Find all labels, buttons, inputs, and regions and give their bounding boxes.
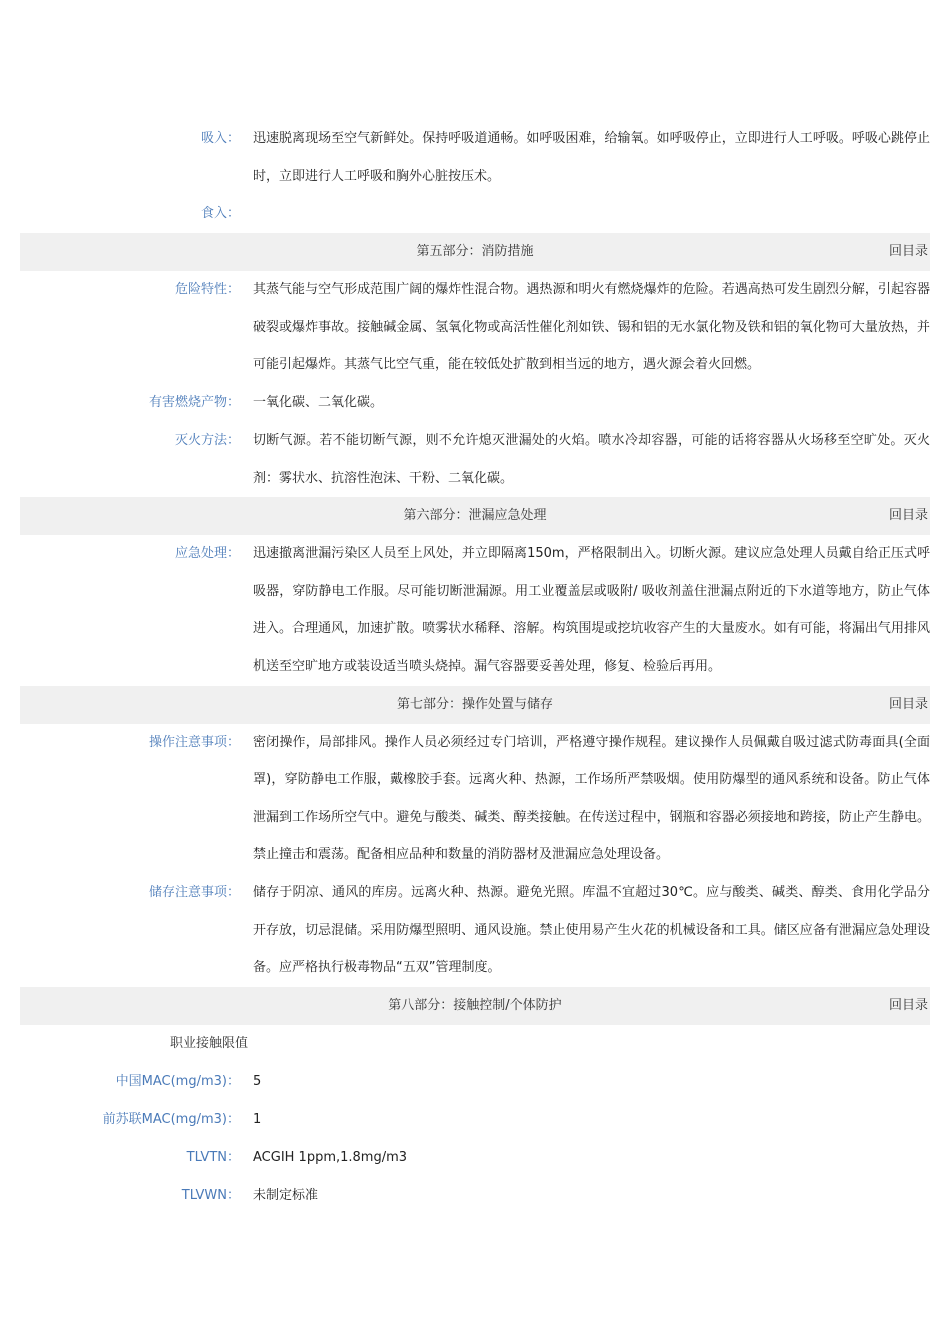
ingestion-label: 食入：: [200, 206, 240, 222]
hazard-characteristics-row: [20, 271, 930, 384]
section-6-back-to-toc-link[interactable]: 回目录: [888, 508, 928, 524]
section-5-header: [20, 233, 930, 271]
tlvtn-row: [20, 1139, 930, 1177]
ussr-mac-label: 前苏联MAC(mg/m3)：: [102, 1111, 240, 1127]
extinguish-label: 灭火方法：: [174, 432, 240, 448]
ussr-mac-value: 1: [253, 1111, 262, 1127]
tlvwn-row: [20, 1177, 930, 1215]
emergency-text: 迅速撤离泄漏污染区人员至上风处，并立即隔离150m，严格限制出入。切断火源。建议应急处理人员戴自给正压式呼吸器，穿防静电工作服。尽可能切断泄漏源。用工业覆盖层或吸附/ 吸收剂盖住泄漏点附近的下水道等地方，防止气体进入。合理通风，加速扩散。喷雾状水稀释、溶解。构筑围堤或挖坑收容产生的大量废水。如有可能，将漏出气用排风机送至空旷地方或装设适当喷头烧掉。漏气容器要妥善处理，修复、检验后再用。: [253, 546, 930, 674]
section-7-header: [20, 686, 930, 724]
hazard-text: 其蒸气能与空气形成范围广阔的爆炸性混合物。遇热源和明火有燃烧爆炸的危险。若遇高热可发生剧烈分解，引起容器破裂或爆炸事故。接触碱金属、氢氧化物或高活性催化剂如铁、锡和铝的无水氯化物及铁和铝的氧化物可大量放热，并可能引起爆炸。其蒸气比空气重，能在较低处扩散到相当远的地方，遇火源会着火回燃。: [253, 282, 930, 373]
section-5-back-to-toc-link[interactable]: 回目录: [888, 244, 928, 260]
tlvtn-value: ACGIH 1ppm,1.8mg/m3: [253, 1149, 408, 1165]
combustion-products-row: [20, 384, 930, 422]
china-mac-label: 中国MAC(mg/m3)：: [115, 1073, 240, 1089]
section-7-back-to-toc-link[interactable]: 回目录: [888, 696, 928, 712]
section-8-back-to-toc-link[interactable]: 回目录: [888, 997, 928, 1013]
operation-label: 操作注意事项：: [148, 734, 240, 750]
section-8-title: 第八部分：接触控制/个体防护: [388, 997, 562, 1013]
section-8-header: [20, 987, 930, 1025]
section-5-title: 第五部分：消防措施: [416, 244, 534, 260]
combustion-label: 有害燃烧产物：: [148, 394, 240, 410]
china-mac-value: 5: [253, 1073, 262, 1089]
storage-precautions-row: [20, 874, 930, 987]
ussr-mac-row: [20, 1101, 930, 1139]
inhalation-label: 吸入：: [200, 131, 240, 146]
storage-text: 储存于阴凉、通风的库房。远离火种、热源。避免光照。库温不宜超过30℃。应与酸类、碱类、醇类、食用化学品分开存放，切忌混储。采用防爆型照明、通风设施。禁止使用易产生火花的机械设备和工具。储区应备有泄漏应急处理设备。应严格执行极毒物品“五双”管理制度。: [253, 884, 930, 976]
emergency-response-row: [20, 535, 930, 685]
china-mac-row: [20, 1063, 930, 1101]
combustion-text: 一氧化碳、二氧化碳。: [253, 394, 384, 410]
tlvwn-value: 未制定标准: [253, 1187, 319, 1203]
tlvwn-label: TLVWN：: [181, 1187, 240, 1203]
emergency-label: 应急处理：: [174, 546, 240, 562]
tlvtn-label: TLVTN：: [186, 1149, 240, 1165]
section-6-title: 第六部分：泄漏应急处理: [403, 508, 547, 524]
occupational-exposure-limits-heading: 职业接触限值: [169, 1035, 248, 1051]
operation-text: 密闭操作，局部排风。操作人员必须经过专门培训，严格遵守操作规程。建议操作人员佩戴自吸过滤式防毒面具(全面罩)，穿防静电工作服，戴橡胶手套。远离火种、热源，工作场所严禁吸烟。使用防爆型的通风系统和设备。防止气体泄漏到工作场所空气中。避免与酸类、碱类、醇类接触。在传送过程中，钢瓶和容器必须接地和跨接，防止产生静电。禁止撞击和震荡。配备相应品种和数量的消防器材及泄漏应急处理设备。: [253, 734, 930, 863]
extinguishing-method-row: [20, 422, 930, 497]
hazard-label: 危险特性：: [174, 282, 240, 298]
handling-precautions-row: [20, 724, 930, 874]
extinguish-text: 切断气源。若不能切断气源，则不允许熄灭泄漏处的火焰。喷水冷却容器，可能的话将容器从火场移至空旷处。灭火剂：雾状水、抗溶性泡沫、干粉、二氧化碳。: [253, 432, 930, 486]
storage-label: 储存注意事项：: [148, 884, 240, 900]
section-6-header: [20, 497, 930, 535]
msds-document: [20, 120, 930, 1215]
inhalation-text: 迅速脱离现场至空气新鲜处。保持呼吸道通畅。如呼吸困难，给输氧。如呼吸停止，立即进行人工呼吸。呼吸心跳停止时，立即进行人工呼吸和胸外心脏按压术。: [253, 131, 930, 184]
first-aid-inhalation-row: [20, 120, 930, 195]
section-7-title: 第七部分：操作处置与储存: [396, 696, 553, 712]
first-aid-ingestion-row: [20, 195, 930, 233]
